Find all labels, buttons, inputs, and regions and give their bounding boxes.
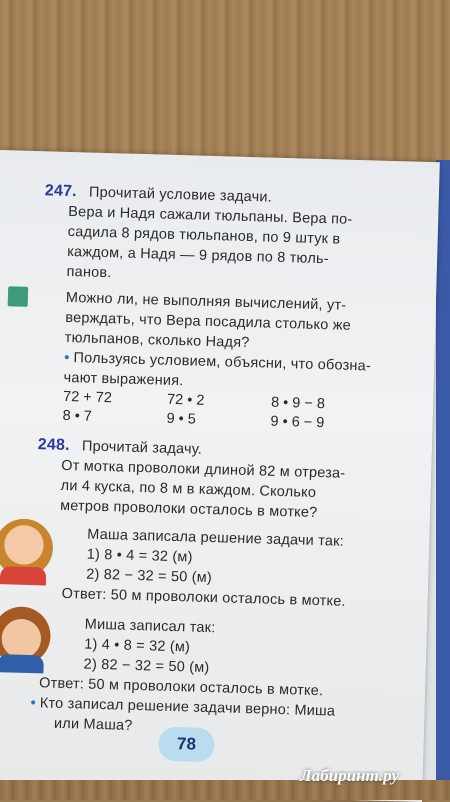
bullet-line: чают выражения. xyxy=(63,369,184,390)
expression: 8 • 9 − 8 xyxy=(270,394,326,413)
task-text-line: Вера и Надя сажали тюльпаны. Вера по- xyxy=(68,203,353,228)
girl-masha-avatar xyxy=(0,518,54,578)
bullet-dot-icon: • xyxy=(63,349,70,367)
expression: 72 + 72 xyxy=(62,388,113,407)
solution-step: 2) 82 − 32 = 50 (м) xyxy=(83,656,210,677)
task-text-line: панов. xyxy=(66,263,112,282)
task-text-line: ли 4 куска, по 8 м в каждом. Сколько xyxy=(60,477,317,501)
masha-intro: Маша записала решение задачи так: xyxy=(87,526,345,550)
misha-intro: Миша записал так: xyxy=(84,616,216,637)
bullet-line: • Кто записал решение задачи верно: Миша xyxy=(30,695,336,720)
page-content xyxy=(30,181,425,743)
textbook-page xyxy=(0,150,440,802)
task-text-line: От мотка проволоки длиной 82 м отреза- xyxy=(60,457,346,482)
question-line: тюльпанов, сколько Надя? xyxy=(64,329,250,352)
solution-step: 1) 4 • 8 = 32 (м) xyxy=(84,636,191,656)
expression: 9 • 5 xyxy=(166,410,197,428)
bullet-line: • Пользуясь условием, объясни, что обозна- xyxy=(63,349,372,375)
question-line: верждать, что Вера посадила столько же xyxy=(65,309,352,334)
masha-answer: Ответ: 50 м проволоки осталось в мотке. xyxy=(61,585,346,610)
task-text-line: метров проволоки осталось в мотке? xyxy=(59,497,318,522)
boy-misha-avatar xyxy=(0,606,51,666)
logic-puzzle-icon xyxy=(8,286,29,307)
task-text-line: садила 8 рядов тюльпанов, по 9 штук в xyxy=(67,223,341,248)
misha-answer: Ответ: 50 м проволоки осталось в мотке. xyxy=(38,675,324,700)
question-line: или Маша? xyxy=(53,715,133,734)
page-number-badge: 78 xyxy=(158,727,215,763)
watermark-logo: Лабиринт.ру xyxy=(300,766,399,785)
solution-step: 1) 8 • 4 = 32 (м) xyxy=(86,546,193,566)
bullet-dot-icon: • xyxy=(30,695,37,712)
question-line: Можно ли, не выполняя вычислений, ут- xyxy=(65,289,347,314)
book-cover-edge xyxy=(436,160,450,780)
expression: 9 • 6 − 9 xyxy=(270,413,325,432)
task-heading: Прочитай задачу. xyxy=(81,438,203,458)
expression: 72 • 2 xyxy=(166,391,205,409)
expression: 8 • 7 xyxy=(62,407,93,425)
task-heading: Прочитай условие задачи. xyxy=(88,184,273,206)
solution-step: 2) 82 − 32 = 50 (м) xyxy=(85,566,213,587)
task-number: 247. xyxy=(44,182,78,201)
wooden-table-top xyxy=(0,0,450,160)
task-number: 248. xyxy=(37,436,70,455)
task-text-line: каждом, а Надя — 9 рядов по 8 тюль- xyxy=(66,243,329,268)
